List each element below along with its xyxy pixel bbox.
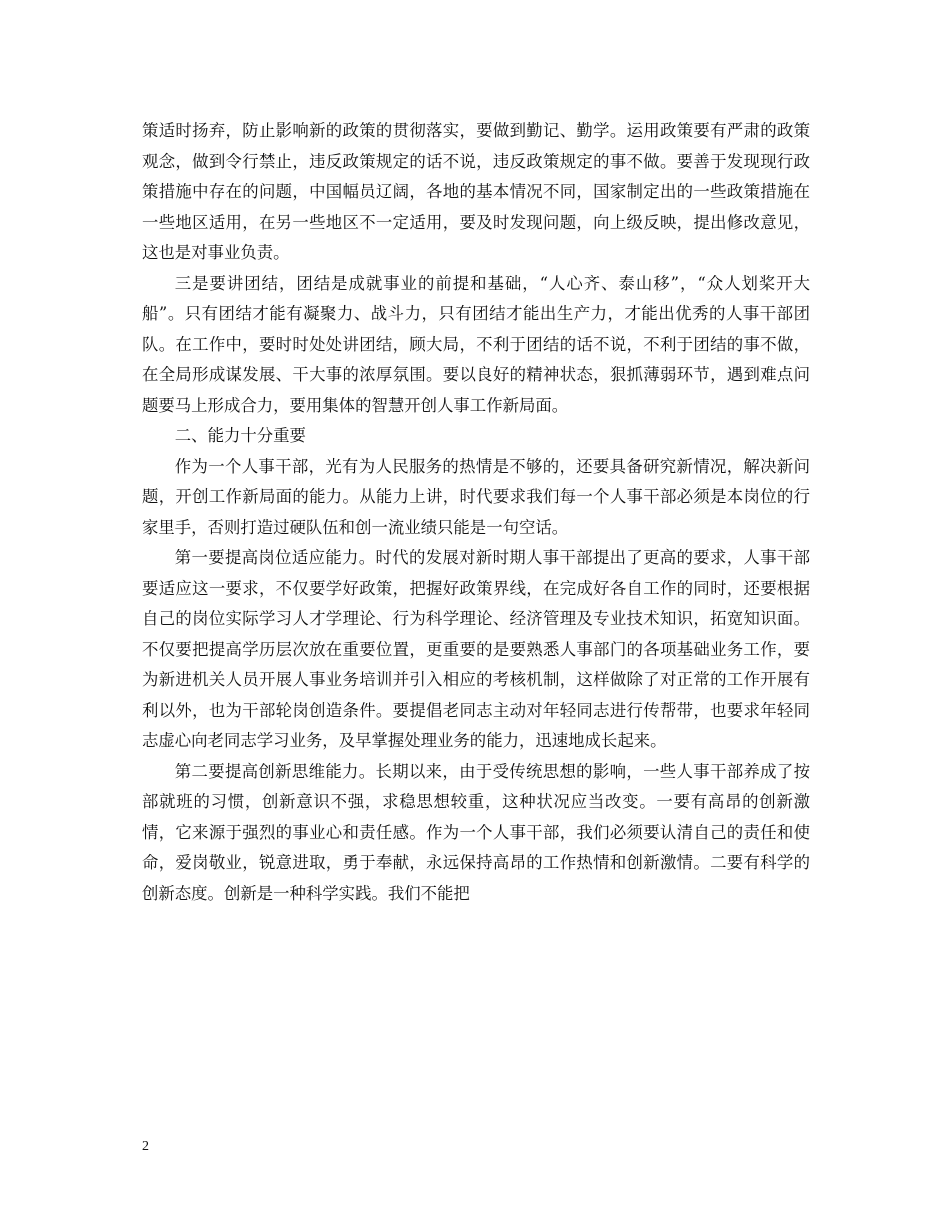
- paragraph-2: 三是要讲团结，团结是成就事业的前提和基础，“人心齐、泰山移”，“众人划桨开大船”。只有团结才能有凝聚力、战斗力，只有团结才能出生产力，才能出优秀的人事干部团队。在工作中，要时时处处讲团结，顾大局，不利于团结的话不说，不利于团结的事不做，在全局形成谋发展、干大事的浓厚氛围。要以良好的精神状态，狠抓薄弱环节，遇到难点问题要马上形成合力，要用集体的智慧开创人事工作新局面。: [142, 273, 810, 415]
- body-text: [142, 116, 810, 909]
- section-heading: 二、能力十分重要: [174, 426, 306, 445]
- paragraph-3: 作为一个人事干部，光有为人民服务的热情是不够的，还要具备研究新情况，解决新问题，开创工作新局面的能力。从能力上讲，时代要求我们每一个人事干部必须是本岗位的行家里手，否则打造过硬队伍和创一流业绩只能是一句空话。: [142, 456, 810, 537]
- paragraph-5: 第二要提高创新思维能力。长期以来，由于受传统思想的影响，一些人事干部养成了按部就班的习惯，创新意识不强，求稳思想较重，这种状况应当改变。一要有高昂的创新激情，它来源于强烈的事业心和责任感。作为一个人事干部，我们必须要认清自己的责任和使命，爱岗敬业，锐意进取，勇于奉献，永远保持高昂的工作热情和创新激情。二要有科学的创新态度。创新是一种科学实践。我们不能把: [142, 761, 810, 903]
- paragraph-4: 第一要提高岗位适应能力。时代的发展对新时期人事干部提出了更高的要求，人事干部要适应这一要求，不仅要学好政策，把握好政策界线，在完成好各自工作的同时，还要根据自己的岗位实际学习人才学理论、行为科学理论、经济管理及专业技术知识，拓宽知识面。不仅要把提高学历层次放在重要位置，更重要的是要熟悉人事部门的各项基础业务工作，要为新进机关人员开展人事业务培训并引入相应的考核机制，这样做除了对正常的工作开展有利以外，也为干部轮岗创造条件。要提倡老同志主动对年轻同志进行传帮带，也要求年轻同志虚心向老同志学习业务，及早掌握处理业务的能力，迅速地成长起来。: [142, 548, 810, 750]
- page-number: 2: [142, 1139, 149, 1154]
- paragraph-1: 策适时扬弃，防止影响新的政策的贯彻落实，要做到勤记、勤学。运用政策要有严肃的政策观念，做到令行禁止，违反政策规定的话不说，违反政策规定的事不做。要善于发现现行政策措施中存在的问题，中国幅员辽阔，各地的基本情况不同，国家制定出的一些政策措施在一些地区适用，在另一些地区不一定适用，要及时发现问题，向上级反映，提出修改意见，这也是对事业负责。: [142, 121, 810, 262]
